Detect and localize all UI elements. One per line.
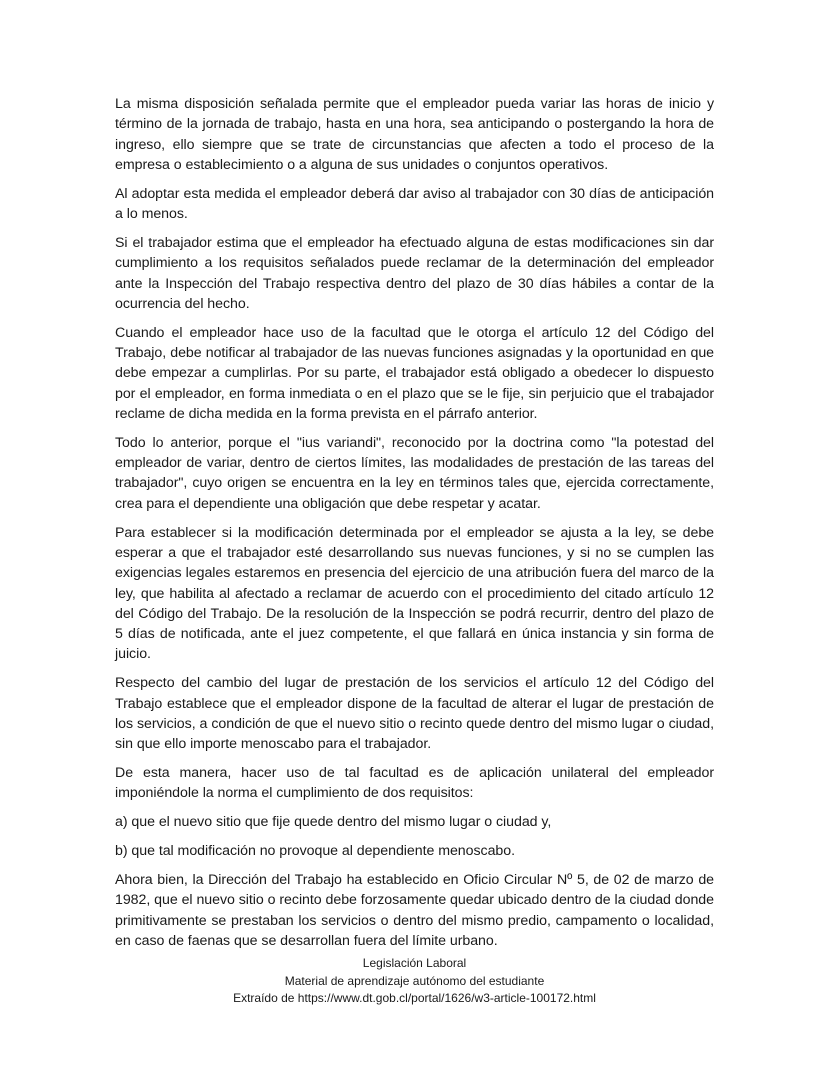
- paragraph-notice-period: Al adoptar esta medida el empleador deberá dar aviso al trabajador con 30 días de anticipación a lo menos.: [115, 185, 714, 223]
- paragraph-legality-assessment: Para establecer si la modificación determinada por el empleador se ajusta a la ley, se debe esperar a que el trabajador esté desarrollando sus nuevas funciones, y si no se cumplen las exigencias legales estaremos en presencia del ejercicio de una atribución fuera del marco de la ley, que habilita al afectado a reclamar de acuerdo con el procedimiento del citado artículo 12 del Código del Trabajo. De la resolución de la Inspección se podrá recurrir, dentro del plazo de 5 días de notificada, ante el juez competente, el que fallará en única instancia y sin forma de juicio.: [115, 524, 714, 663]
- paragraph-schedule-change: La misma disposición señalada permite que el empleador pueda variar las horas de inicio y término de la jornada de trabajo, hasta en una hora, sea anticipando o postergando la hora de ingreso, ello siempre que se trate de circunstancias que afecten a todo el proceso de la empresa o establecimiento o a alguna de sus unidades o conjuntos operativos.: [115, 96, 714, 173]
- footer-source-citation: Extraído de https://www.dt.gob.cl/portal/1626/w3-article-100172.html: [233, 991, 596, 1005]
- paragraph-worker-claim: Si el trabajador estima que el empleador ha efectuado alguna de estas modificaciones sin dar cumplimiento a los requisitos señalados puede reclamar de la determinación del empleador ante la Inspección del Trabajo respectiva dentro del plazo de 30 días hábiles a contar de la ocurrencia del hecho.: [115, 234, 714, 312]
- page-footer: [115, 955, 714, 1008]
- footer-course-title: Legislación Laboral: [362, 956, 467, 970]
- requirement-item-b: b) que tal modificación no provoque al dependiente menoscabo.: [115, 843, 515, 860]
- paragraph-requirements-intro: De esta manera, hacer uso de tal facultad es de aplicación unilateral del empleador imponiéndole la norma el cumplimiento de dos requisitos:: [115, 765, 714, 802]
- footer-material-label: Material de aprendizaje autónomo del estudiante: [284, 973, 545, 988]
- requirement-item-a: a) que el nuevo sitio que fije quede dentro del mismo lugar o ciudad y,: [115, 814, 552, 831]
- paragraph-ius-variandi: Todo lo anterior, porque el "ius variandi", reconocido por la doctrina como "la potestad del empleador de variar, dentro de ciertos límites, las modalidades de prestación de las tareas del trabajador", cuyo origen se encuentra en la ley en términos tales que, ejercida correctamente, crea para el dependiente una obligación que debe respetar y acatar.: [115, 434, 714, 512]
- paragraph-workplace-change: Respecto del cambio del lugar de prestación de los servicios el artículo 12 del Código del Trabajo establece que el empleador dispone de la facultad de alterar el lugar de prestación de los servicios, a condición de que el nuevo sitio o recinto quede dentro del mismo lugar o ciudad, sin que ello importe menoscabo para el trabajador.: [115, 675, 714, 753]
- paragraph-circular-office: Ahora bien, la Dirección del Trabajo ha establecido en Oficio Circular Nº 5, de 02 de marzo de 1982, que el nuevo sitio o recinto debe forzosamente quedar ubicado dentro de la ciudad donde primitivamente se prestaban los servicios o dentro del mismo predio, campamento o localidad, en caso de faenas que se desarrollan fuera del límite urbano.: [115, 872, 714, 949]
- document-body: [115, 94, 714, 960]
- paragraph-article-12-notification: Cuando el empleador hace uso de la facultad que le otorga el artículo 12 del Código del Trabajo, debe notificar al trabajador de las nuevas funciones asignadas y la oportunidad en que debe empezar a cumplirlas. Por su parte, el trabajador está obligado a obedecer lo dispuesto por el empleador, en forma inmediata o en el plazo que se le fije, sin perjuicio que el trabajador reclame de dicha medida en la forma prevista en el párrafo anterior.: [115, 324, 714, 422]
